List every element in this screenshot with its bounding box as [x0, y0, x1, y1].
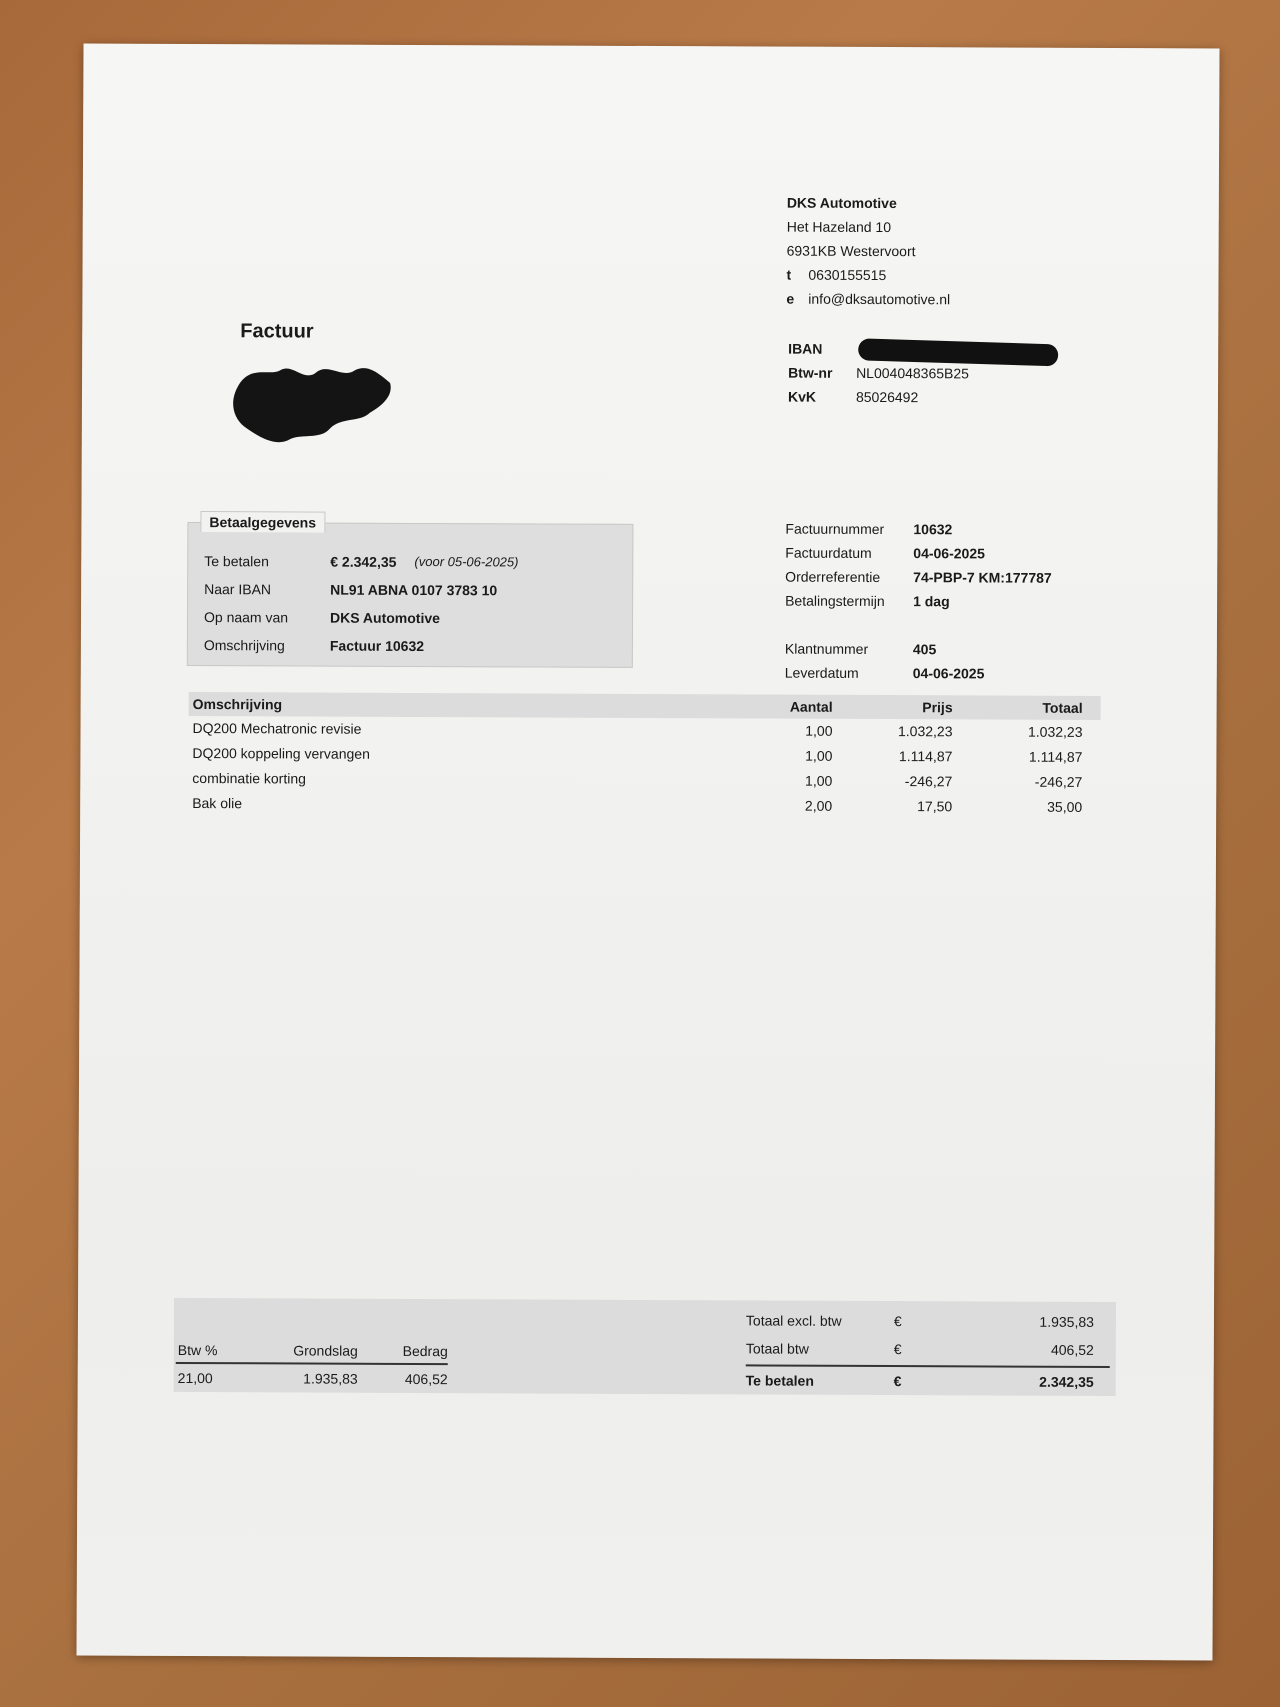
btw-number: NL004048365B25	[856, 364, 970, 382]
meta-label: Orderreferentie	[785, 568, 881, 586]
company-phone-row	[786, 263, 950, 288]
payment-label: Op naam van	[203, 609, 289, 626]
line-qty: 2,00	[804, 797, 833, 814]
vat-header	[176, 1338, 448, 1365]
meta-label: Factuurnummer	[785, 520, 885, 538]
vat-col-amount: Bedrag	[402, 1342, 448, 1360]
currency-symbol: €	[893, 1373, 902, 1390]
vat-col-pct: Btw %	[177, 1341, 218, 1359]
payment-amount: € 2.342,35	[330, 553, 397, 570]
currency-symbol: €	[893, 1313, 902, 1330]
payment-iban: NL91 ABNA 0107 3783 10	[330, 581, 498, 599]
payment-label: Omschrijving	[203, 637, 285, 654]
vat-base: 1.935,83	[303, 1370, 358, 1387]
invoice-number: 10632	[913, 521, 953, 538]
company-street: Het Hazeland 10	[786, 218, 892, 236]
total-excl-row	[746, 1306, 1110, 1336]
meta-row	[785, 517, 1052, 542]
bank-block	[788, 337, 969, 410]
payment-row	[204, 547, 518, 576]
meta-row	[785, 589, 1052, 614]
btw-label: Btw-nr	[788, 364, 833, 381]
payment-label: Te betalen	[204, 553, 269, 570]
delivery-date: 04-06-2025	[912, 665, 985, 682]
line-price: 1.032,23	[897, 723, 953, 740]
vat-col-base: Grondslag	[293, 1342, 358, 1359]
btw-row	[788, 361, 969, 386]
line-desc: combinatie korting	[192, 770, 306, 787]
totals-block	[746, 1306, 1110, 1396]
company-name: DKS Automotive	[786, 194, 897, 212]
line-total: 1.032,23	[1027, 723, 1083, 740]
meta-label: Leverdatum	[784, 664, 859, 681]
vat-table	[176, 1338, 448, 1393]
line-qty: 1,00	[805, 772, 833, 789]
total-excl-value: 1.935,83	[1039, 1313, 1094, 1330]
total-excl-label: Totaal excl. btw	[745, 1312, 842, 1329]
order-reference: 74-PBP-7 KM:177787	[913, 569, 1052, 586]
total-pay-value: 2.342,35	[1039, 1373, 1094, 1390]
total-pay-label: Te betalen	[745, 1372, 814, 1389]
invoice-meta	[785, 517, 1052, 686]
company-phone: 0630155515	[808, 266, 887, 284]
company-email: info@dksautomotive.nl	[808, 290, 951, 308]
vat-pct: 21,00	[177, 1369, 213, 1387]
kvk-row	[788, 385, 969, 410]
line-total: 35,00	[1047, 798, 1083, 815]
meta-label: Klantnummer	[784, 640, 869, 657]
line-price: 1.114,87	[898, 748, 953, 765]
line-price: 17,50	[917, 798, 953, 815]
payment-term: 1 dag	[913, 593, 950, 610]
company-block	[786, 191, 950, 312]
line-qty: 1,00	[805, 747, 833, 764]
payment-description: Factuur 10632	[329, 637, 425, 655]
meta-label: Betalingstermijn	[785, 592, 885, 610]
line-desc: DQ200 koppeling vervangen	[192, 745, 370, 762]
invoice-date: 04-06-2025	[913, 545, 985, 562]
col-qty: Aantal	[789, 698, 833, 715]
line-price: -246,27	[904, 773, 953, 790]
table-row	[188, 791, 1100, 820]
meta-row	[785, 565, 1052, 590]
meta-row	[785, 661, 1052, 686]
currency-symbol: €	[893, 1341, 902, 1358]
company-email-row	[786, 287, 950, 312]
kvk-label: KvK	[787, 388, 817, 405]
kvk-number: 85026492	[855, 388, 919, 406]
line-items-table	[188, 692, 1101, 820]
payment-name: DKS Automotive	[329, 609, 440, 627]
line-qty: 1,00	[805, 722, 833, 739]
line-desc: DQ200 Mechatronic revisie	[192, 720, 362, 737]
payment-row	[204, 575, 518, 604]
col-desc: Omschrijving	[192, 696, 283, 713]
meta-label: Factuurdatum	[785, 544, 872, 561]
line-total: -246,27	[1034, 773, 1083, 790]
payment-label: Naar IBAN	[204, 581, 272, 598]
phone-label: t	[786, 266, 792, 283]
total-pay-row	[746, 1364, 1110, 1396]
total-btw-row	[746, 1334, 1110, 1364]
col-total: Totaal	[1042, 699, 1083, 716]
total-btw-value: 406,52	[1050, 1341, 1094, 1358]
vat-amount: 406,52	[404, 1370, 448, 1388]
payment-row	[204, 603, 518, 632]
iban-label: IBAN	[788, 340, 823, 357]
line-desc: Bak olie	[192, 795, 243, 812]
vat-row	[176, 1364, 448, 1393]
meta-row	[785, 541, 1052, 566]
col-price: Prijs	[922, 699, 953, 716]
payment-box	[187, 514, 634, 668]
email-label: e	[786, 290, 795, 307]
payment-deadline: (voor 05-06-2025)	[414, 553, 519, 570]
total-btw-label: Totaal btw	[745, 1340, 809, 1357]
company-city: 6931KB Westervoort	[786, 242, 916, 260]
customer-number: 405	[912, 641, 937, 658]
payment-header: Betaalgegevens	[200, 511, 325, 533]
customer-redaction	[230, 356, 396, 447]
meta-row	[785, 637, 1052, 662]
invoice-paper	[76, 44, 1219, 1661]
iban-row	[788, 337, 969, 362]
line-total: 1.114,87	[1028, 748, 1083, 765]
invoice-title: Factuur	[240, 320, 314, 343]
payment-row	[204, 631, 518, 660]
